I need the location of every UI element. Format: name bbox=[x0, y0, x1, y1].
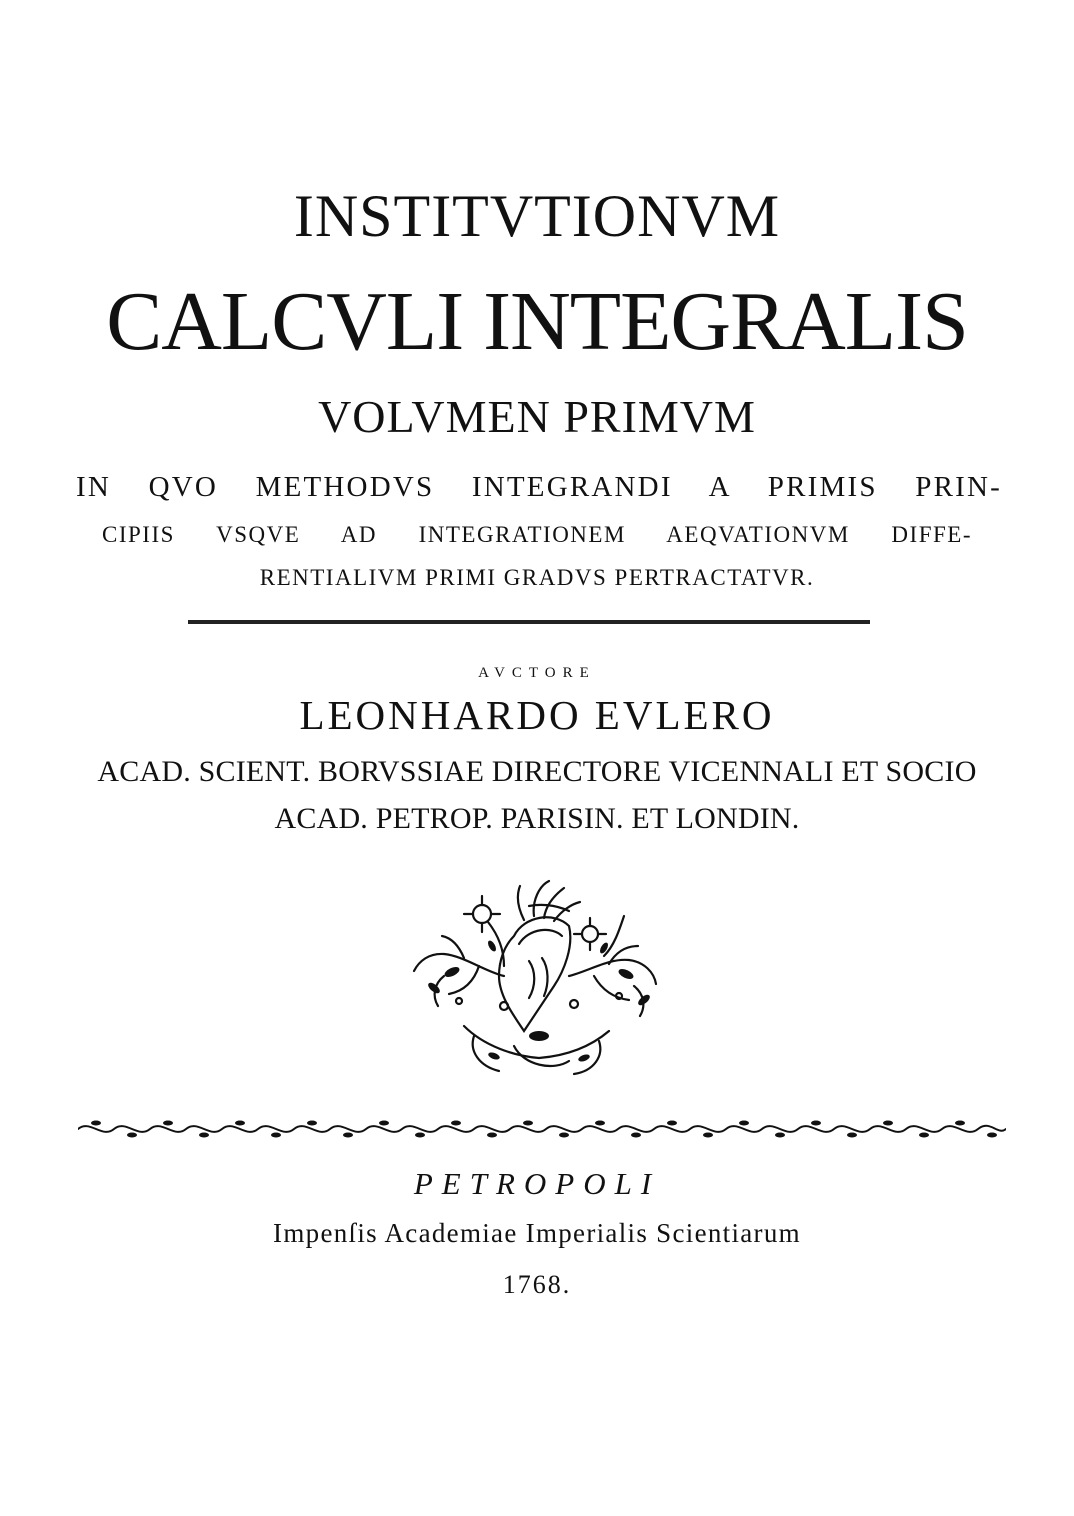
affiliation-line-2: ACAD. PETROP. PARISIN. ET LONDIN. bbox=[274, 802, 800, 835]
subtitle-line-3: RENTIALIVM PRIMI GRADVS PERTRACTATVR. bbox=[259, 565, 815, 590]
title-line-2: CALCVLI INTEGRALIS bbox=[106, 275, 968, 368]
author-name: LEONHARDO EVLERO bbox=[299, 692, 775, 738]
horizontal-rule bbox=[188, 620, 870, 624]
affiliation-line-1: ACAD. SCIENT. BORVSSIAE DIRECTORE VICENNALI ET SOCIO bbox=[97, 755, 977, 788]
publisher-line: Impenſis Academiae Imperialis Scientiarum bbox=[273, 1218, 801, 1248]
title-line-3: VOLVMEN PRIMVM bbox=[318, 391, 756, 442]
floral-cartouche-icon bbox=[404, 876, 666, 1082]
place-of-publication: PETROPOLI bbox=[413, 1166, 661, 1201]
vine-border-icon bbox=[78, 1116, 1006, 1142]
publication-year: 1768. bbox=[502, 1270, 572, 1299]
title-line-1: INSTITVTIONVM bbox=[293, 183, 781, 249]
subtitle-line-1: IN QVO METHODVS INTEGRANDI A PRIMIS PRIN- bbox=[76, 471, 1002, 503]
auctore-label: AVCTORE bbox=[478, 665, 596, 681]
subtitle-line-2: CIPIIS VSQVE AD INTEGRATIONEM AEQVATIONVM DIFFE- bbox=[102, 522, 972, 547]
